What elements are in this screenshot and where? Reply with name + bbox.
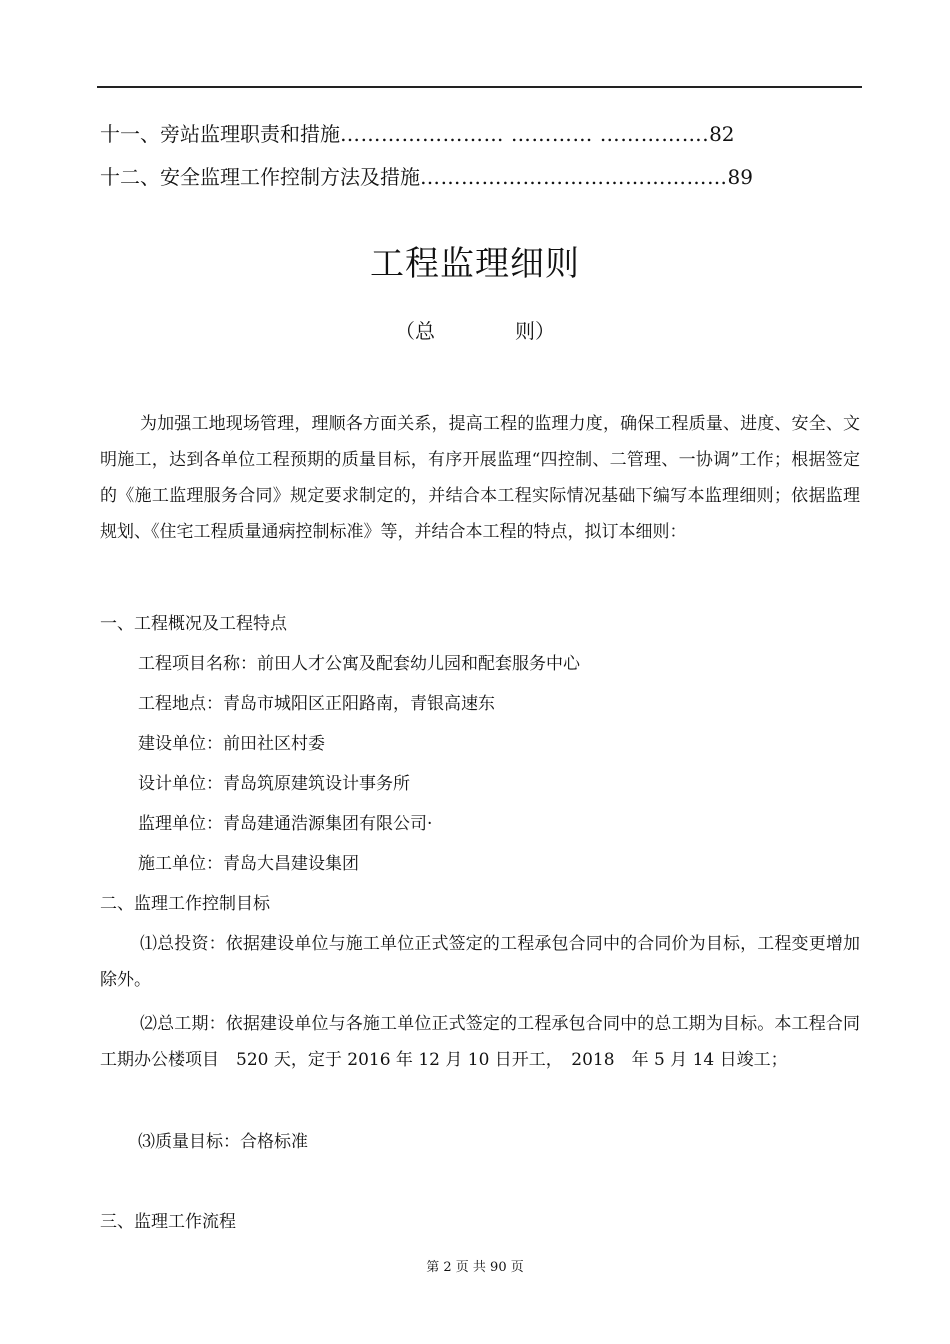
toc-entry-page: 89 — [727, 165, 753, 189]
toc-entry-title: 十一、旁站监理职责和措施 — [100, 122, 340, 146]
toc-entry-12[interactable] — [100, 160, 830, 194]
toc-entry-11[interactable] — [100, 117, 830, 151]
header-rule — [97, 86, 862, 88]
document-subtitle — [0, 314, 950, 348]
subtitle-left: （总 — [395, 319, 435, 343]
toc-leader-dots: ……………………………………… — [420, 165, 728, 189]
subtitle-right: 则） — [515, 319, 555, 343]
toc-entry-title: 十二、安全监理工作控制方法及措施 — [100, 165, 420, 189]
section-2-heading: 二、监理工作控制目标 — [100, 894, 270, 914]
supervision-unit: 监理单位：青岛建通浩源集团有限公司· — [138, 814, 433, 834]
project-location: 工程地点：青岛市城阳区正阳路南，青银高速东 — [138, 694, 495, 714]
section-1-heading: 一、工程概况及工程特点 — [100, 614, 287, 634]
construction-unit: 施工单位：青岛大昌建设集团 — [138, 854, 359, 874]
target-quality: ⑶质量目标：合格标准 — [138, 1132, 308, 1152]
owner-unit: 建设单位：前田社区村委 — [138, 734, 325, 754]
target-schedule: ⑵总工期：依据建设单位与各施工单位正式签定的工程承包合同中的总工期为目标。本工程合同工期办公楼项目 520 天，定于 2016 年 12 月 10 日开工， 2018 年 5 月 14 日竣工； — [100, 1014, 860, 1070]
document-title: 工程监理细则 — [370, 244, 580, 284]
section-3-heading: 三、监理工作流程 — [100, 1212, 236, 1232]
toc-leader-dots: …………………… ………… ……………. — [340, 122, 710, 146]
design-unit: 设计单位：青岛筑原建筑设计事务所 — [138, 774, 410, 794]
project-name: 工程项目名称：前田人才公寓及配套幼儿园和配套服务中心 — [138, 654, 580, 674]
page-footer: 第 2 页 共 90 页 — [426, 1260, 524, 1275]
toc-entry-page: 82 — [709, 122, 735, 146]
target-investment: ⑴总投资：依据建设单位与施工单位正式签定的工程承包合同中的合同价为目标，工程变更增加除外。 — [100, 934, 860, 990]
intro-paragraph: 为加强工地现场管理，理顺各方面关系，提高工程的监理力度，确保工程质量、进度、安全、文明施工，达到各单位工程预期的质量目标，有序开展监理“四控制、二管理、一协调”工作；根据签定的《施工监理服务合同》规定要求制定的，并结合本工程实际情况基础下编写本监理细则；依据监理规划、《住宅工程质量通病控制标准》等，并结合本工程的特点，拟订本细则： — [100, 414, 860, 542]
